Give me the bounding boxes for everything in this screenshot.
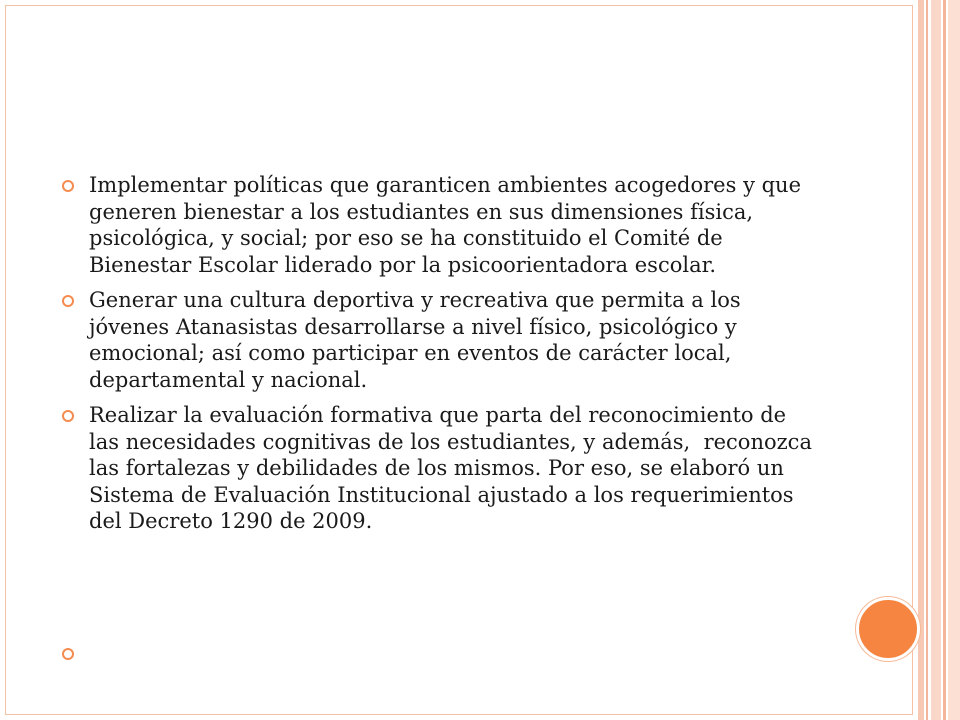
bullet-item [60, 172, 820, 278]
ring-bullet-icon [62, 295, 74, 307]
ring-bullet-icon [62, 180, 74, 192]
decorative-stripe [931, 0, 941, 720]
decorative-circle-icon [856, 597, 920, 661]
bullet-list [60, 172, 820, 544]
bullet-text: Realizar la evaluación formativa que parta del reconocimiento de las necesidades cognitivas de los estudiantes, y además, reconozca las fortalezas y debilidades de los mismos. Por eso, se elaboró un Sistema de Evaluación Institucional ajustado a los requerimientos del Decreto 1290 de 2009. [89, 403, 819, 533]
bullet-text: Implementar políticas que garanticen ambientes acogedores y que generen bienestar a los estudiantes en sus dimensiones física, psicológica, y social; por eso se ha constituido el Comité de Bienestar Escolar liderado por la psicoorientadora escolar. [89, 173, 808, 277]
bullet-item [60, 402, 820, 535]
decorative-stripe [943, 0, 946, 720]
ring-bullet-icon [62, 410, 74, 422]
decorative-stripe [948, 0, 960, 720]
ring-bullet-icon [62, 648, 74, 660]
decorative-stripe [918, 0, 924, 720]
bullet-item [60, 287, 820, 393]
decorative-stripe [926, 0, 928, 720]
bullet-text: Generar una cultura deportiva y recreativa que permita a los jóvenes Atanasistas desarrollarse a nivel físico, psicológico y emocional; así como participar en eventos de carácter local, departamental y nacional. [89, 288, 748, 392]
